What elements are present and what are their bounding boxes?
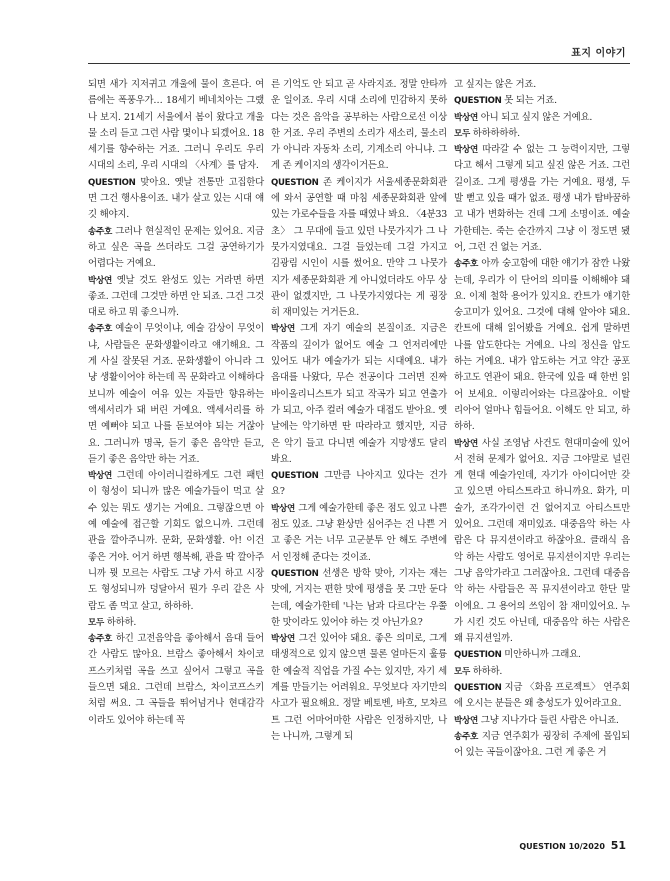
paragraph-text: 못 되는 거죠.	[504, 95, 557, 107]
paragraph-text: 하하하.	[106, 616, 137, 628]
paragraph	[271, 631, 447, 745]
speaker-label: 박상연	[454, 438, 479, 449]
speaker-label: QUESTION	[271, 568, 319, 579]
paragraph	[454, 680, 630, 713]
paragraph	[88, 615, 264, 631]
paragraph	[454, 647, 630, 663]
paragraph	[271, 321, 447, 468]
paragraph	[271, 175, 447, 322]
paragraph	[271, 468, 447, 501]
paragraph-text: 아까 숭고함에 대한 얘기가 잠깐 나왔는데, 우리가 이 단어의 의미를 이해해야 돼요. 이제 철학 용어가 있지요. 칸트가 얘기한 숭고미가 있어요. 그것에 대해 알아야 돼요. 칸트에 대해 읽어봤을 거예요. 쉽게 말하면 나를 압도한다는 거예요. 나의 정신을 압도하는 거예요. 내가 압도하는 거고 약간 공포하고도 연관이 돼요. 한국에 있을 때 한번 읽어 보세요. 이렇리어와는 다르잖아요. 이탈리아어 얼마나 힘들어요. 이해도 안 되고, 하하하.	[454, 258, 631, 433]
paragraph-text: 아니 되고 싶지 않은 거예요.	[480, 111, 593, 123]
paragraph-text: 옛날 것도 완성도 있는 거라면 하면 좋죠. 그런데 그것만 하면 안 되죠. 그건 그것대로 하고 뭐 좋으니까.	[88, 274, 265, 319]
speaker-label: 박상연	[271, 634, 296, 645]
article-column-1	[88, 77, 264, 729]
paragraph	[454, 436, 630, 648]
paragraph-text: 그러나 현실적인 문제는 있어요. 지금 하고 싶은 곡을 쓰더라도 그걸 공연하기가 어렵다는 거예요.	[88, 225, 265, 270]
paragraph	[271, 77, 447, 175]
speaker-label: 송주호	[88, 324, 113, 335]
section-label: 표지 이야기	[571, 48, 626, 59]
paragraph	[88, 468, 264, 615]
speaker-label: 송주호	[454, 259, 479, 270]
issue-label: QUESTION 10/2020	[519, 842, 605, 851]
header-rule	[88, 63, 630, 64]
paragraph	[454, 126, 630, 142]
paragraph	[454, 110, 630, 126]
article-column-3	[454, 77, 630, 761]
speaker-label: 송주호	[88, 226, 113, 237]
paragraph	[454, 713, 630, 729]
paragraph-text: 맞아요. 옛날 전통만 고집한다면 그건 행사용이죠. 내가 살고 있는 시대 얘깃 해야지.	[88, 176, 264, 221]
page-footer	[519, 839, 626, 852]
paragraph-text: 하긴 고전음악을 좋아해서 음대 들어간 사람도 많아요. 브람스 좋아해서 차이코프스키처럼 곡을 쓰고 싶어서 그렇고 곡을 들으면 돼요. 그런데 브람스, 차이코프스키처럼 써요. 그 곡들을 뛰어넘거나 현대감각이라도 있어야 하는데 꼭	[88, 633, 264, 726]
page-number: 51	[610, 839, 626, 852]
paragraph	[454, 729, 630, 762]
speaker-label: QUESTION	[88, 177, 136, 188]
paragraph-text: 그만큼 나아지고 있다는 건가요?	[271, 470, 448, 498]
speaker-label: 박상연	[88, 275, 113, 286]
paragraph-text: 그냥 지나가다 들린 사람은 아니죠.	[480, 714, 619, 726]
speaker-label: QUESTION	[454, 96, 502, 107]
paragraph	[88, 77, 264, 175]
paragraph	[454, 256, 630, 435]
paragraph	[88, 321, 264, 468]
paragraph	[88, 175, 264, 224]
speaker-label: QUESTION	[271, 177, 319, 188]
paragraph-text: 존 케이지가 서울세종문화회관에 와서 공연할 때 마침 세종문화회관 앞에 있는 가로수들을 자를 때였나 봐요. 〈4분33초〉 그 무대에 들고 있던 나뭇가지가 그 나뭇가지였대요. 그걸 들었는데 그걸 가지고 김광림 시인이 시를 썼어요. 만약 그 나뭇가지가 세종문화회관 게 아니었더라도 아무 상관이 없겠지만, 그 나뭇가지였다는 게 굉장히 재미있는 거거든요.	[271, 176, 447, 319]
speaker-label: QUESTION	[454, 682, 502, 693]
speaker-label: 모두	[454, 128, 471, 139]
paragraph-text: 그건 있어야 돼요. 좋은 의미로, 그게 태생적으로 있지 않으면 물론 얼마든지 훌륭한 예술적 직업을 가질 수는 있지만, 자기 세계를 만들기는 어려워요. 무엇보다 자기만의 사고가 필요해요. 정말 베토벤, 바흐, 모차르트 그런 어마어마한 사람은 인정하지만, 나는 나니까, 그렇게 되	[271, 633, 448, 742]
paragraph-text: 사실 조영남 사건도 현대미술에 있어서 전혀 문제가 없어요. 지금 그야말로 널린 게 현대 예술가인데, 자기가 아이디어만 갖고 있으면 아티스트라고 하니까요. 화가, 미술가, 조각가이런 건 없어지고 아티스트만 있어요. 그런데 재미있죠. 대중음악 하는 사람은 다 뮤지션이라고 하잖아요. 클래식 음악 하는 사람도 영어로 뮤지션이지만 우리는 그냥 음악가라고 그러잖아요. 그런데 대중음악 하는 사람들은 꼭 뮤지션이라고 한단 말이에요. 그 용어의 쓰임이 참 재미있어요. 누가 시킨 것도 아닌데, 대중음악 하는 사람은 왜 뮤지션일까.	[454, 437, 630, 645]
speaker-label: 송주호	[454, 731, 479, 742]
article-column-2	[271, 77, 447, 745]
paragraph	[271, 501, 447, 566]
speaker-label: 박상연	[271, 503, 296, 514]
speaker-label: 박상연	[454, 145, 479, 156]
speaker-label: 모두	[454, 666, 471, 677]
paragraph-text: 선생은 방학 맞아, 기자는 재는 맛에, 거지는 편한 맛에 평생을 못 그만 둔다는데, 예술가한테 '나는 남과 다르다'는 우쭐한 맛이라도 있어야 하는 것 아닌가요?	[271, 567, 447, 628]
paragraph	[88, 224, 264, 273]
paragraph-text: 그게 자기 예술의 본질이죠. 지금은 작품의 깊이가 없어도 예술 그 언저리에만 있어도 내가 예술가가 되는 시대예요. 내가 음대를 나왔다, 무슨 전공이다 그러면 진짜 바이올리니스트가 되고 작곡가 되고 연출가가 되고, 아주 컬러 예술가 대접도 받아요. 옛날에는 악기하면 딴 따라라고 했지만, 지금은 악기 들고 다니면 예술가 지망생도 달리 봐요.	[271, 323, 448, 465]
speaker-label: 박상연	[271, 324, 296, 335]
paragraph-text: 지금 〈화음 프로젝트〉 연주회에 오시는 분들은 왜 충성도가 있어라고요.	[454, 681, 630, 710]
paragraph-text: 고 싶지는 않은 거죠.	[454, 79, 536, 90]
speaker-label: 모두	[88, 617, 105, 628]
paragraph-text: 예술이 무엇이냐, 예술 감상이 무엇이냐, 사람들은 문화생활이라고 얘기해요. 그게 사실 잘못된 거죠. 문화생활이 아니라 그냥 생활이어야 하는데 꼭 문화라고 이해하다 보니까 예술이 여유 있는 자들만 향유하는 액세서리가 돼 버린 거예요. 액세서리를 하면 예뻐야 되고 나를 돋보여야 되는 거잖아요. 그러니까 명곡, 듣기 좋은 음악만 듣고, 듣기 좋은 음악만 하는 거죠.	[88, 323, 265, 465]
paragraph-text: 되면 새가 지저귀고 개울에 물이 흐른다. 여름에는 폭풍우가… 18세기 베네치아는 그랬나 보지. 21세기 서울에서 봄이 왔다고 개울물 소리 듣고 그런 사람 몇이나 되겠어요. 18세기를 향수하는 거죠. 그러니 우리도 우리 시대의 소리, 우리 시대의 〈사계〉를 담자.	[88, 79, 264, 172]
speaker-label: QUESTION	[271, 471, 319, 482]
speaker-label: QUESTION	[454, 650, 502, 661]
paragraph	[454, 77, 630, 93]
speaker-label: 박상연	[454, 715, 479, 726]
paragraph-text: 미안하니까 그래요.	[504, 649, 581, 661]
paragraph	[88, 631, 264, 729]
paragraph	[88, 273, 264, 322]
paragraph	[271, 566, 447, 631]
paragraph	[454, 664, 630, 680]
paragraph-text: 지금 연주회가 굉장히 주제에 몰입되어 있는 곡들이잖아요. 그런 게 좋은 거	[454, 730, 630, 759]
paragraph-text: 그게 예술가한테 좋은 점도 있고 나쁜 점도 있죠. 그냥 환상만 심어주는 건 나쁜 거고 좋은 거는 너무 고군분투 안 해도 주변에서 인정해 준다는 것이죠.	[271, 502, 448, 563]
paragraph	[454, 93, 630, 109]
paragraph-text: 그런데 아이러니컬하게도 그런 패턴이 형성이 되니까 많은 예술가들이 먹고 살 수 있는 뭐도 생기는 거예요. 그렇잖으면 아예 예술에 접근할 기회도 없으니까. 그런데 관을 깔아주니까. 문화, 문화생활. 아! 이건 좋은 거야. 어거 하면 행복해, 관을 딱 깔아주니까 뭣 모르는 사람도 그냥 가서 하고 시장도 형성되니까 덩달아서 뭔가 우리 같은 사람도 좀 먹고 살고, 하하하.	[88, 470, 265, 612]
paragraph	[454, 142, 630, 256]
paragraph-text: 하하하하하.	[472, 127, 520, 139]
speaker-label: 박상연	[454, 112, 479, 123]
paragraph-text: 하하하.	[472, 665, 503, 677]
paragraph-text: 따라갈 수 없는 그 능력이지만, 그렇다고 해서 그렇게 되고 싶진 않은 거죠. 그런 길이죠. 그게 평생을 가는 거예요. 평생, 두 발 뻗고 있을 때가 없죠. 평생 내가 탐바꿈하고 내가 변화하는 건데 그게 소명이죠. 예술가한테는. 죽는 순간까지 그냥 이 정도면 됐어, 그런 건 없는 거죠.	[454, 144, 630, 253]
speaker-label: 박상연	[88, 471, 113, 482]
speaker-label: 송주호	[88, 634, 113, 645]
paragraph-text: 른 기억도 안 되고 곧 사라지죠. 정말 안타까운 일이죠. 우리 시대 소리에 민감하지 못하다는 것은 음악을 공부하는 사람으로선 이상한 거죠. 우리 주변의 소리가 새소리, 물소리가 아니라 자동차 소리, 기계소리 아니냐. 그게 존 케이지의 생각이거든요.	[271, 79, 447, 172]
